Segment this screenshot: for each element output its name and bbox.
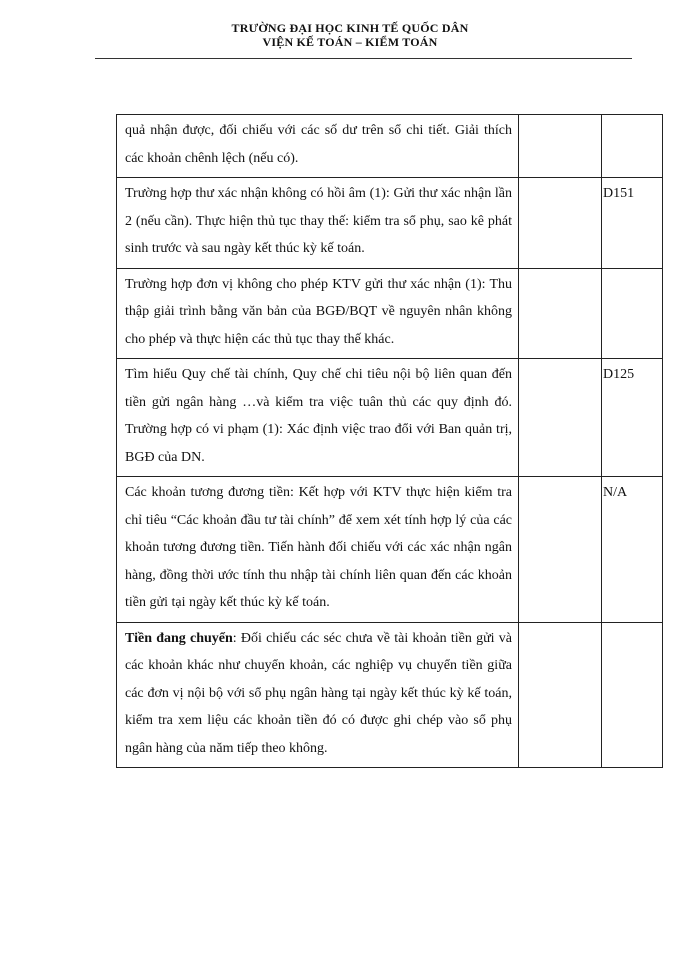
reference-code bbox=[602, 115, 662, 117]
empty-cell bbox=[519, 622, 602, 768]
procedure-cell bbox=[117, 115, 519, 178]
reference-cell bbox=[602, 178, 663, 269]
reference-code: N/A bbox=[603, 485, 628, 500]
reference-cell bbox=[602, 359, 663, 477]
procedure-cell bbox=[117, 268, 519, 359]
empty-cell bbox=[519, 178, 602, 269]
empty-cell bbox=[519, 359, 602, 477]
table-row bbox=[117, 477, 663, 623]
reference-cell bbox=[602, 622, 663, 768]
reference-code: D151 bbox=[603, 186, 635, 201]
reference-cell bbox=[602, 477, 663, 623]
procedure-text: quả nhận được, đối chiếu với các số dư trên sổ chi tiết. Giải thích các khoản chênh lệch (nếu có). bbox=[125, 123, 512, 166]
procedure-text: Trường hợp thư xác nhận không có hồi âm (1): Gửi thư xác nhận lần 2 (nếu cần). Thực hiện thủ tục thay thế: kiểm tra sổ phụ, sao kê phát sinh trước và sau ngày kết thúc kỳ kế toán. bbox=[125, 186, 512, 256]
reference-cell bbox=[602, 268, 663, 359]
table-row bbox=[117, 268, 663, 359]
reference-cell bbox=[602, 115, 663, 178]
empty-cell bbox=[519, 268, 602, 359]
institute-name: VIỆN KẾ TOÁN – KIỂM TOÁN bbox=[262, 35, 438, 49]
procedure-bold-label: Tiền đang chuyển bbox=[125, 630, 233, 646]
audit-procedure-table bbox=[116, 114, 663, 768]
procedure-cell bbox=[117, 622, 519, 768]
procedure-text: Các khoản tương đương tiền: Kết hợp với KTV thực hiện kiểm tra chỉ tiêu “Các khoản đầu tư tài chính” để xem xét tính hợp lý của các khoản tương đương tiền. Tiến hành đối chiếu với các xác nhận ngân hàng, đồng thời ước tính thu nhập tài chính liên quan đến các khoản tiền gửi tại ngày kết thúc kỳ kế toán. bbox=[125, 485, 512, 610]
table-row bbox=[117, 359, 663, 477]
procedure-cell bbox=[117, 359, 519, 477]
procedure-cell bbox=[117, 477, 519, 623]
table-row bbox=[117, 622, 663, 768]
university-name: TRƯỜNG ĐẠI HỌC KINH TẾ QUỐC DÂN bbox=[231, 21, 469, 35]
table-row bbox=[117, 115, 663, 178]
procedure-text: Trường hợp đơn vị không cho phép KTV gửi thư xác nhận (1): Thu thập giải trình bằng văn bản của BGĐ/BQT về nguyên nhân không cho phép và thực hiện các thủ tục thay thế khác. bbox=[125, 276, 512, 347]
empty-cell bbox=[519, 115, 602, 178]
reference-code: D125 bbox=[603, 367, 635, 382]
empty-cell bbox=[519, 477, 602, 623]
procedure-text: Tìm hiểu Quy chế tài chính, Quy chế chi tiêu nội bộ liên quan đến tiền gửi ngân hàng …và kiểm tra việc tuân thủ các quy định đó. Trường hợp có vi phạm (1): Xác định việc trao đổi với Ban quản trị, BGĐ của DN. bbox=[125, 367, 512, 465]
reference-code bbox=[602, 269, 662, 271]
procedure-text: : Đối chiếu các séc chưa về tài khoản tiền gửi và các khoản khác như chuyển khoản, các nghiệp vụ chuyển tiền giữa các đơn vị nội bộ với sổ phụ ngân hàng tại ngày kết thúc kỳ kế toán, kiểm tra xem liệu các khoản tiền đó có được ghi chép vào sổ phụ ngân hàng của năm tiếp theo không. bbox=[125, 630, 512, 756]
document-header bbox=[0, 21, 700, 49]
table-row bbox=[117, 178, 663, 269]
header-divider bbox=[95, 58, 632, 59]
procedure-cell bbox=[117, 178, 519, 269]
reference-code bbox=[602, 623, 662, 625]
